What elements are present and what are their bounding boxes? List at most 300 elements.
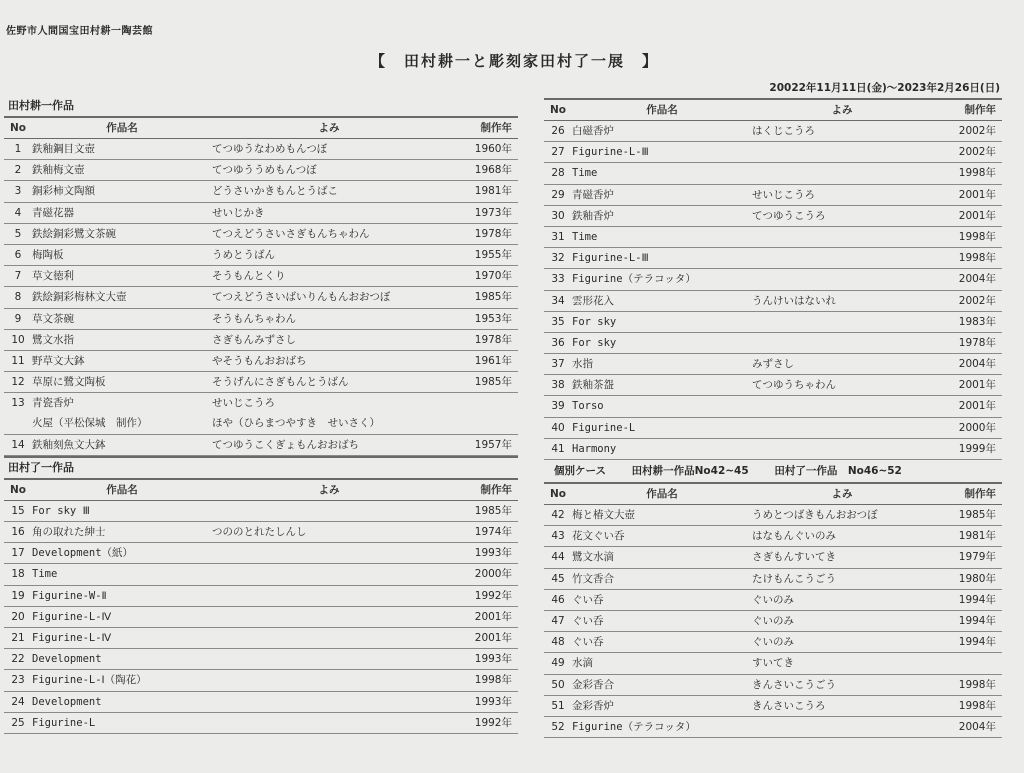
cell-no: 19 bbox=[11, 589, 25, 602]
cell-no: 21 bbox=[11, 631, 25, 644]
cell-no: 15 bbox=[11, 504, 25, 517]
table-row bbox=[544, 418, 1002, 439]
table-row bbox=[4, 564, 518, 585]
cell-year: 1960年 bbox=[474, 143, 512, 155]
cell-no: 47 bbox=[551, 614, 565, 627]
table-row bbox=[544, 717, 1002, 738]
cell-name: 梅陶板 bbox=[32, 248, 64, 261]
table-row bbox=[4, 413, 518, 434]
table-row bbox=[544, 142, 1002, 163]
museum-name: 佐野市人間国宝田村耕一陶芸館 bbox=[6, 26, 153, 37]
cell-no: 20 bbox=[11, 610, 25, 623]
cell-name: Time bbox=[32, 568, 58, 581]
col-year: 制作年 bbox=[480, 122, 512, 134]
cell-no: 38 bbox=[551, 379, 565, 392]
cell-no: 41 bbox=[551, 442, 565, 455]
table-row bbox=[544, 354, 1002, 375]
col-year: 制作年 bbox=[480, 483, 512, 496]
table-row bbox=[544, 312, 1002, 333]
cell-no: 39 bbox=[551, 400, 565, 413]
cell-year: 1993年 bbox=[474, 547, 512, 560]
cell-name: 金彩香合 bbox=[572, 678, 614, 691]
cell-no: 13 bbox=[11, 397, 25, 410]
table-row bbox=[544, 248, 1002, 269]
cell-yomi: きんさいこうろ bbox=[752, 699, 826, 712]
cell-year: 1957年 bbox=[474, 438, 512, 451]
ryoichi-rows bbox=[4, 501, 518, 734]
table-row bbox=[544, 569, 1002, 590]
cell-year: 2001年 bbox=[958, 379, 996, 392]
cell-year: 2001年 bbox=[474, 610, 512, 623]
cell-yomi bbox=[212, 649, 446, 669]
cell-no: 35 bbox=[551, 315, 565, 328]
cell-yomi: やそうもんおおばち bbox=[212, 354, 307, 367]
table-row bbox=[544, 547, 1002, 568]
cell-year: 1968年 bbox=[474, 164, 512, 177]
table-row bbox=[4, 543, 518, 564]
cell-year: 1978年 bbox=[474, 333, 512, 346]
cell-no: 7 bbox=[14, 270, 22, 283]
cell-yomi: てつえどうさいさぎもんちゃわん bbox=[212, 227, 370, 240]
cell-yomi bbox=[212, 628, 446, 648]
cell-no: 22 bbox=[11, 653, 25, 666]
cell-year: 1955年 bbox=[474, 248, 512, 261]
cell-year: 1993年 bbox=[474, 695, 512, 708]
cell-no: 37 bbox=[551, 358, 565, 371]
table-row bbox=[4, 692, 518, 713]
cell-no: 6 bbox=[14, 248, 22, 261]
col-no: No bbox=[9, 122, 26, 134]
cell-yomi: てつゆうこくぎょもんおおばち bbox=[212, 438, 359, 451]
cell-year: 2004年 bbox=[958, 358, 996, 371]
col-year: 制作年 bbox=[964, 488, 996, 500]
table-row bbox=[544, 632, 1002, 653]
cell-no: 45 bbox=[551, 572, 565, 585]
cell-name: Figurine（テラコッタ） bbox=[572, 720, 696, 733]
cell-year: 1981年 bbox=[958, 530, 996, 543]
table-row bbox=[544, 375, 1002, 396]
cell-name: 草原に鷺文陶板 bbox=[32, 376, 106, 389]
table-row bbox=[4, 245, 518, 266]
cell-yomi bbox=[752, 248, 932, 268]
cell-year: 1980年 bbox=[958, 572, 996, 585]
cell-no: 11 bbox=[11, 354, 25, 367]
koichi-rows bbox=[4, 139, 518, 456]
cell-year: 2002年 bbox=[958, 294, 996, 307]
cell-name: Development（紙） bbox=[32, 547, 134, 560]
table-row bbox=[4, 607, 518, 628]
cell-name: 鉄絵銅彩鷺文茶碗 bbox=[32, 227, 116, 240]
right-rows-2 bbox=[544, 505, 1002, 738]
cell-no: 29 bbox=[551, 188, 565, 201]
cell-year: 1978年 bbox=[958, 336, 996, 349]
table-row bbox=[4, 649, 518, 670]
cell-year: 2002年 bbox=[958, 125, 996, 137]
cell-yomi: てつゆうちゃわん bbox=[752, 379, 836, 392]
cell-yomi bbox=[752, 396, 932, 416]
table-row bbox=[544, 227, 1002, 248]
cell-no: 17 bbox=[11, 547, 25, 560]
cell-yomi bbox=[212, 586, 446, 606]
cell-name: 鉄釉刻魚文大鉢 bbox=[32, 438, 106, 451]
exhibition-title: 【 田村耕一と彫刻家田村了一展 】 bbox=[370, 52, 660, 70]
cell-no: 3 bbox=[14, 185, 22, 198]
table-row bbox=[4, 435, 518, 456]
cell-yomi bbox=[752, 418, 932, 438]
cell-yomi bbox=[752, 333, 932, 353]
exhibition-period: 20022年11月11日(金)～2023年2月26日(日) bbox=[769, 82, 1000, 94]
cell-no: 24 bbox=[11, 695, 25, 708]
cell-yomi bbox=[752, 142, 932, 162]
cell-yomi bbox=[752, 269, 932, 289]
cell-yomi: きんさいこうごう bbox=[752, 678, 836, 691]
cell-name: 鉄釉梅文壺 bbox=[32, 164, 85, 177]
table-row bbox=[544, 185, 1002, 206]
cell-name: 青磁花器 bbox=[32, 206, 74, 219]
table-row bbox=[4, 586, 518, 607]
table-header bbox=[544, 484, 1002, 505]
cell-name: 草文徳利 bbox=[32, 270, 74, 283]
cell-no: 5 bbox=[14, 227, 22, 240]
cell-name: ぐい呑 bbox=[572, 636, 604, 649]
cell-no: 46 bbox=[551, 593, 565, 606]
cell-year: 2000年 bbox=[474, 568, 512, 581]
cell-no: 10 bbox=[11, 333, 25, 346]
section-title-koichi: 田村耕一作品 bbox=[4, 96, 518, 118]
cell-name: Figurine（テラコッタ） bbox=[572, 273, 696, 286]
cell-yomi bbox=[212, 713, 446, 733]
cell-name: 火屋（平松保城 制作） bbox=[32, 417, 148, 430]
table-row bbox=[544, 505, 1002, 526]
cell-year: 1998年 bbox=[958, 167, 996, 180]
table-row bbox=[4, 139, 518, 160]
cell-yomi: せいじこうろ bbox=[752, 188, 815, 201]
cell-name: 銅彩柿文陶額 bbox=[32, 185, 95, 198]
table-row bbox=[4, 351, 518, 372]
cell-no: 14 bbox=[11, 438, 25, 451]
cell-yomi bbox=[212, 543, 446, 563]
cell-no bbox=[4, 413, 32, 433]
cell-name: Figurine-L bbox=[32, 716, 96, 729]
table-row bbox=[4, 287, 518, 308]
cell-year: 1953年 bbox=[474, 312, 512, 325]
cell-name: 金彩香炉 bbox=[572, 699, 614, 712]
cell-year: 1998年 bbox=[958, 678, 996, 691]
col-name: 作品名 bbox=[106, 122, 138, 134]
cell-name: 雲形花入 bbox=[572, 294, 614, 307]
right-table bbox=[544, 98, 1002, 738]
cell-name: Figurine-L bbox=[572, 421, 636, 434]
cell-no: 9 bbox=[14, 312, 22, 325]
cell-year: 2002年 bbox=[958, 146, 996, 159]
cell-name: Figurine-L-Ⅰ（陶花） bbox=[32, 674, 147, 687]
cell-year: 1992年 bbox=[474, 589, 512, 602]
cell-yomi bbox=[752, 163, 932, 183]
cell-no: 34 bbox=[551, 294, 565, 307]
col-yomi: よみ bbox=[831, 488, 853, 500]
cell-yomi: ぐいのみ bbox=[752, 593, 794, 606]
cell-name: 野草文大鉢 bbox=[32, 354, 85, 367]
cell-name: ぐい呑 bbox=[572, 614, 604, 627]
table-row bbox=[4, 393, 518, 413]
cell-no: 16 bbox=[11, 526, 25, 538]
col-name: 作品名 bbox=[106, 483, 138, 496]
table-row bbox=[544, 396, 1002, 417]
col-yomi: よみ bbox=[318, 483, 340, 496]
table-header bbox=[4, 480, 518, 501]
cell-name: 草文茶碗 bbox=[32, 312, 74, 325]
cell-no: 12 bbox=[11, 376, 25, 389]
cell-name: 竹文香合 bbox=[572, 572, 614, 585]
col-no: No bbox=[9, 483, 26, 496]
cell-yomi: うんけいはないれ bbox=[752, 294, 836, 307]
cell-name: 水滴 bbox=[572, 657, 593, 670]
cell-yomi: ほや（ひらまつやすき せいさく） bbox=[212, 417, 380, 430]
cell-year: 2004年 bbox=[958, 273, 996, 286]
cell-year: 1979年 bbox=[958, 551, 996, 564]
cell-yomi: そうもんちゃわん bbox=[212, 312, 296, 325]
cell-yomi: すいてき bbox=[752, 657, 794, 670]
cell-yomi bbox=[752, 717, 932, 737]
cell-year: 1961年 bbox=[474, 354, 512, 367]
cell-year: 1985年 bbox=[474, 504, 512, 517]
cell-yomi: はくじこうろ bbox=[752, 125, 815, 137]
table-row bbox=[4, 160, 518, 181]
cell-yomi bbox=[752, 312, 932, 332]
cell-year: 1994年 bbox=[958, 593, 996, 606]
cell-yomi: ぐいのみ bbox=[752, 636, 794, 649]
cell-no: 50 bbox=[551, 678, 565, 691]
case-heading bbox=[544, 460, 1002, 484]
cell-year: 1994年 bbox=[958, 636, 996, 649]
cell-yomi: はなもんぐいのみ bbox=[752, 530, 836, 543]
cell-yomi: うめとうばん bbox=[212, 248, 275, 261]
cell-name: Development bbox=[32, 695, 102, 708]
left-table bbox=[4, 96, 518, 734]
cell-yomi bbox=[752, 439, 932, 459]
cell-name: Harmony bbox=[572, 442, 617, 455]
cell-yomi bbox=[752, 227, 932, 247]
cell-yomi: たけもんこうごう bbox=[752, 572, 836, 585]
cell-name: 梅と椿文大壺 bbox=[572, 509, 635, 521]
cell-year: 1998年 bbox=[958, 230, 996, 243]
cell-year: 2001年 bbox=[958, 188, 996, 201]
right-rows-1 bbox=[544, 121, 1002, 460]
cell-yomi: さぎもんすいてき bbox=[752, 551, 836, 564]
cell-name: 水指 bbox=[572, 358, 593, 371]
cell-year: 1994年 bbox=[958, 614, 996, 627]
cell-name: Development bbox=[32, 653, 102, 666]
col-name: 作品名 bbox=[646, 488, 678, 500]
cell-no: 18 bbox=[11, 568, 25, 581]
cell-year: 1983年 bbox=[958, 315, 996, 328]
cell-yomi: みずさし bbox=[752, 358, 794, 371]
table-row bbox=[4, 713, 518, 734]
cell-yomi: どうさいかきもんとうばこ bbox=[212, 185, 338, 198]
cell-no: 48 bbox=[551, 636, 565, 649]
col-yomi: よみ bbox=[318, 122, 340, 134]
cell-no: 23 bbox=[11, 674, 25, 687]
cell-year: 2004年 bbox=[958, 720, 996, 733]
cell-no: 36 bbox=[551, 336, 565, 349]
cell-year: 1998年 bbox=[958, 252, 996, 265]
cell-year: 1985年 bbox=[958, 509, 996, 521]
cell-name: For sky bbox=[572, 315, 617, 328]
table-row bbox=[544, 206, 1002, 227]
cell-no: 4 bbox=[14, 206, 22, 219]
cell-no: 28 bbox=[551, 167, 565, 180]
table-row bbox=[4, 628, 518, 649]
section-title-ryoichi: 田村了一作品 bbox=[4, 456, 518, 480]
case-text-koichi: 田村耕一作品No42~45 bbox=[631, 465, 749, 477]
cell-year: 1985年 bbox=[474, 291, 512, 304]
cell-name: For sky bbox=[572, 336, 617, 349]
col-no: No bbox=[549, 104, 566, 116]
cell-yomi: せいじこうろ bbox=[212, 397, 275, 410]
table-row bbox=[4, 266, 518, 287]
table-row bbox=[4, 501, 518, 522]
cell-yomi bbox=[212, 670, 446, 690]
cell-name: 鉄釉茶盌 bbox=[572, 379, 614, 392]
cell-year: 1973年 bbox=[474, 206, 512, 219]
cell-no: 2 bbox=[14, 164, 22, 177]
cell-name: 青磁香炉 bbox=[572, 188, 614, 201]
col-no: No bbox=[549, 488, 566, 500]
cell-yomi bbox=[212, 607, 446, 627]
cell-year: 1992年 bbox=[474, 716, 512, 729]
cell-no: 30 bbox=[551, 209, 565, 222]
table-row bbox=[544, 439, 1002, 460]
cell-name: Figurine-L-Ⅳ bbox=[32, 610, 112, 623]
cell-yomi: さぎもんみずさし bbox=[212, 333, 296, 346]
cell-yomi: てつゆううめもんつぼ bbox=[212, 164, 317, 177]
cell-name: Figurine-L-Ⅳ bbox=[32, 631, 112, 644]
cell-no: 42 bbox=[551, 509, 565, 521]
table-row bbox=[4, 372, 518, 393]
cell-yomi: てつえどうさいばいりんもんおおつぼ bbox=[212, 291, 391, 304]
cell-yomi: そうもんとくり bbox=[212, 270, 286, 283]
table-header bbox=[4, 118, 518, 139]
cell-yomi: てつゆうなわめもんつぼ bbox=[212, 143, 328, 155]
cell-year: 1999年 bbox=[958, 442, 996, 455]
cell-name: Figurine-L-Ⅲ bbox=[572, 146, 649, 159]
cell-yomi: そうげんにさぎもんとうばん bbox=[212, 376, 349, 389]
table-row bbox=[544, 526, 1002, 547]
cell-name: Figurine-L-Ⅲ bbox=[572, 252, 649, 265]
cell-no: 8 bbox=[14, 291, 22, 304]
cell-name: Figurine-W-Ⅱ bbox=[32, 589, 107, 602]
cell-no: 44 bbox=[551, 551, 565, 564]
cell-name: 鷺文水指 bbox=[32, 333, 74, 346]
cell-no: 33 bbox=[551, 273, 565, 286]
cell-yomi: つののとれたしんし bbox=[212, 526, 307, 538]
cell-no: 27 bbox=[551, 146, 565, 159]
cell-year bbox=[932, 653, 1002, 673]
cell-yomi bbox=[212, 564, 446, 584]
cell-year: 1978年 bbox=[474, 227, 512, 240]
cell-no: 40 bbox=[551, 421, 565, 434]
table-row bbox=[544, 269, 1002, 290]
cell-name: 鉄釉鋼目文壺 bbox=[32, 143, 95, 155]
cell-name: 青瓷香炉 bbox=[32, 397, 74, 410]
cell-yomi bbox=[212, 692, 446, 712]
cell-name: 白磁香炉 bbox=[572, 125, 614, 137]
table-row bbox=[544, 590, 1002, 611]
cell-year: 1974年 bbox=[474, 526, 512, 538]
col-name: 作品名 bbox=[646, 104, 678, 116]
cell-no: 49 bbox=[551, 657, 565, 670]
cell-name: For sky Ⅲ bbox=[32, 504, 90, 517]
cell-year: 2000年 bbox=[958, 421, 996, 434]
cell-year: 2001年 bbox=[958, 400, 996, 413]
cell-year: 2001年 bbox=[474, 631, 512, 644]
table-header bbox=[544, 98, 1002, 121]
table-row bbox=[544, 611, 1002, 632]
cell-no: 32 bbox=[551, 252, 565, 265]
cell-name: ぐい呑 bbox=[572, 593, 604, 606]
table-row bbox=[4, 224, 518, 245]
col-year: 制作年 bbox=[964, 104, 996, 116]
cell-yomi: せいじかき bbox=[212, 206, 265, 219]
cell-name: Time bbox=[572, 167, 598, 180]
cell-no: 43 bbox=[551, 530, 565, 543]
table-row bbox=[544, 291, 1002, 312]
cell-no: 51 bbox=[551, 699, 565, 712]
cell-year: 1981年 bbox=[474, 185, 512, 198]
case-text-ryoichi: 田村了一作品 No46~52 bbox=[774, 465, 902, 477]
cell-yomi: うめとつばきもんおおつぼ bbox=[752, 509, 878, 521]
case-label: 個別ケース bbox=[554, 465, 606, 477]
table-row bbox=[544, 163, 1002, 184]
cell-year: 1970年 bbox=[474, 270, 512, 283]
cell-year bbox=[446, 413, 518, 433]
cell-name: 鉄釉香炉 bbox=[572, 209, 614, 222]
col-yomi: よみ bbox=[831, 104, 853, 116]
cell-year bbox=[446, 393, 518, 413]
table-row bbox=[4, 330, 518, 351]
cell-no: 1 bbox=[14, 143, 22, 155]
cell-name: 鉄絵銅彩梅林文大壺 bbox=[32, 291, 127, 304]
cell-name: Torso bbox=[572, 400, 604, 413]
cell-name: 角の取れた紳士 bbox=[32, 526, 106, 538]
table-row bbox=[4, 181, 518, 202]
cell-year: 1993年 bbox=[474, 653, 512, 666]
cell-year: 2001年 bbox=[958, 209, 996, 222]
cell-no: 26 bbox=[551, 125, 565, 137]
table-row bbox=[544, 653, 1002, 674]
table-row bbox=[4, 522, 518, 543]
cell-yomi bbox=[212, 501, 446, 521]
cell-year: 1998年 bbox=[474, 674, 512, 687]
cell-year: 1985年 bbox=[474, 376, 512, 389]
cell-name: 花文ぐい呑 bbox=[572, 530, 625, 543]
cell-name: 鷺文水滴 bbox=[572, 551, 614, 564]
cell-no: 31 bbox=[551, 230, 565, 243]
table-row bbox=[4, 203, 518, 224]
cell-yomi: てつゆうこうろ bbox=[752, 209, 826, 222]
table-row bbox=[4, 309, 518, 330]
cell-no: 52 bbox=[551, 720, 565, 733]
cell-yomi: ぐいのみ bbox=[752, 614, 794, 627]
table-row bbox=[544, 696, 1002, 717]
table-row bbox=[544, 333, 1002, 354]
cell-no: 25 bbox=[11, 716, 25, 729]
cell-year: 1998年 bbox=[958, 699, 996, 712]
table-row bbox=[4, 670, 518, 691]
table-row bbox=[544, 675, 1002, 696]
table-row bbox=[544, 121, 1002, 142]
cell-name: Time bbox=[572, 230, 598, 243]
